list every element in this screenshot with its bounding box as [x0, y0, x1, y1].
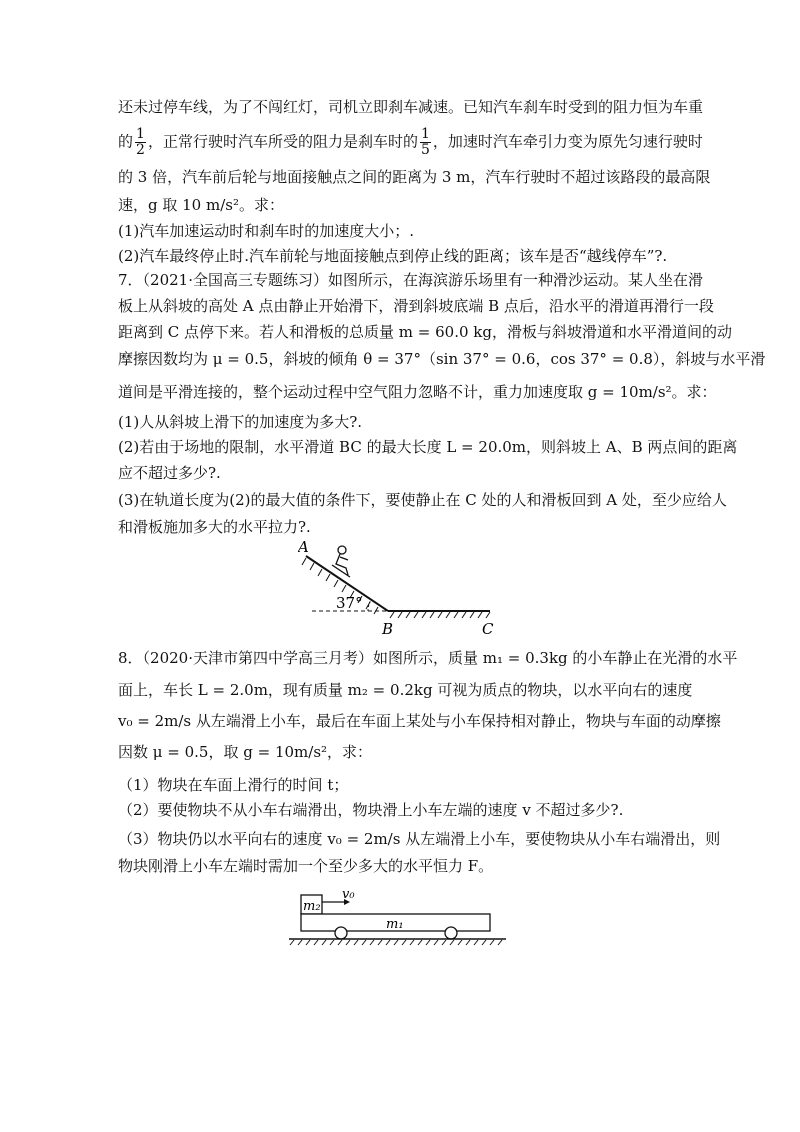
p7-line-2: 板上从斜坡的高处 A 点由静止开始滑下，滑到斜坡底端 B 点后，沿水平的滑道再滑行一段 — [118, 297, 714, 315]
fraction-denominator: 2 — [136, 142, 145, 158]
wheel-right — [445, 927, 457, 939]
p8-line-3: v₀ = 2m/s 从左端滑上小车，最后在车面上某处与小车保持相对静止，物块与车面的动摩擦 — [118, 712, 721, 730]
cart-diagram — [286, 886, 521, 956]
velocity-label: v₀ — [342, 887, 355, 902]
p7-line-4: 摩擦因数均为 μ = 0.5，斜坡的倾角 θ = 37°（sin 37° = 0.6，cos 37° = 0.8），斜坡与水平滑 — [118, 350, 766, 368]
ground-hatching — [290, 940, 502, 945]
angle-label: 37° — [336, 594, 363, 612]
p7-line-1: 7．（2021·全国高三专题练习）如图所示，在海滨游乐场里有一种滑沙运动。某人坐在滑 — [118, 271, 703, 289]
p7-question-2a: (2)若由于场地的限制，水平滑道 BC 的最大长度 L = 20.0m，则斜坡上 A、B 两点间的距离 — [118, 438, 738, 456]
p6-line-2 — [118, 127, 703, 158]
p7-line-3: 距离到 C 点停下来。若人和滑板的总质量 m = 60.0 kg，滑板与斜坡滑道和水平滑道间的动 — [118, 323, 732, 341]
cart-m1-label: m₁ — [386, 917, 404, 932]
p6-question-2: (2)汽车最终停止时.汽车前轮与地面接触点到停止线的距离；该车是否“越线停车”?. — [118, 247, 668, 265]
point-c-label: C — [482, 620, 494, 638]
p8-question-2: （2）要使物块不从小车右端滑出，物块滑上小车左端的速度 v 不超过多少?. — [118, 801, 624, 819]
point-a-label: A — [298, 538, 309, 556]
block-m2-label: m₂ — [303, 899, 321, 914]
p8-line-1: 8．（2020·天津市第四中学高三月考）如图所示，质量 m₁ = 0.3kg 的小车静止在光滑的水平 — [118, 649, 738, 667]
p8-question-1: （1）物块在车面上滑行的时间 t； — [118, 776, 349, 794]
p7-question-3a: (3)在轨道长度为(2)的最大值的条件下，要使静止在 C 处的人和滑板回到 A 处，至少应给人 — [118, 491, 727, 509]
p8-line-4: 因数 μ = 0.5，取 g = 10m/s²，求： — [118, 743, 373, 761]
p7-line-5: 道间是平滑连接的，整个运动过程中空气阻力忽略不计，重力加速度取 g = 10m/s²。求： — [118, 383, 717, 401]
fraction-numerator: 1 — [420, 126, 430, 142]
fraction-one-fifth — [420, 127, 431, 158]
p8-question-3a: （3）物块仍以水平向右的速度 v₀ = 2m/s 从左端滑上小车，要使物块从小车右端滑出，则 — [118, 830, 721, 848]
p6-line-2-a: 的 — [118, 132, 134, 151]
p8-line-2: 面上，车长 L = 2.0m，现有质量 m₂ = 0.2kg 可视为质点的物块，以水平向右的速度 — [118, 681, 693, 699]
p8-question-3b: 物块刚滑上小车左端时需加一个至少多大的水平恒力 F。 — [118, 857, 494, 875]
point-b-label: B — [382, 620, 394, 638]
person-on-sled-icon — [332, 546, 350, 577]
angle-arc — [368, 600, 371, 611]
p7-question-1: (1)人从斜坡上滑下的加速度为多大?. — [118, 413, 363, 431]
fraction-numerator: 1 — [136, 126, 145, 142]
p6-question-1: (1)汽车加速运动时和刹车时的加速度大小；. — [118, 222, 415, 240]
p7-question-3b: 和滑板施加多大的水平拉力?. — [118, 518, 311, 536]
p7-question-2b: 应不超过多少?. — [118, 464, 221, 482]
p6-line-2-b: ，正常行驶时汽车所受的阻力是刹车时的 — [147, 132, 418, 151]
p6-line-4: 速，g 取 10 m/s²。求： — [118, 196, 284, 214]
track-hatching — [390, 612, 490, 618]
p6-line-2-c: ，加速时汽车牵引力变为原先匀速行驶时 — [432, 132, 703, 151]
wheel-left — [335, 927, 347, 939]
fraction-one-half — [135, 127, 146, 158]
slope-diagram — [298, 538, 508, 640]
fraction-denominator: 5 — [420, 142, 430, 158]
p6-line-1: 还未过停车线，为了不闯红灯，司机立即刹车减速。已知汽车刹车时受到的阻力恒为车重 — [118, 98, 704, 116]
p6-line-3: 的 3 倍，汽车前后轮与地面接触点之间的距离为 3 m，汽车行驶时不超过该路段的最高限 — [118, 168, 711, 186]
